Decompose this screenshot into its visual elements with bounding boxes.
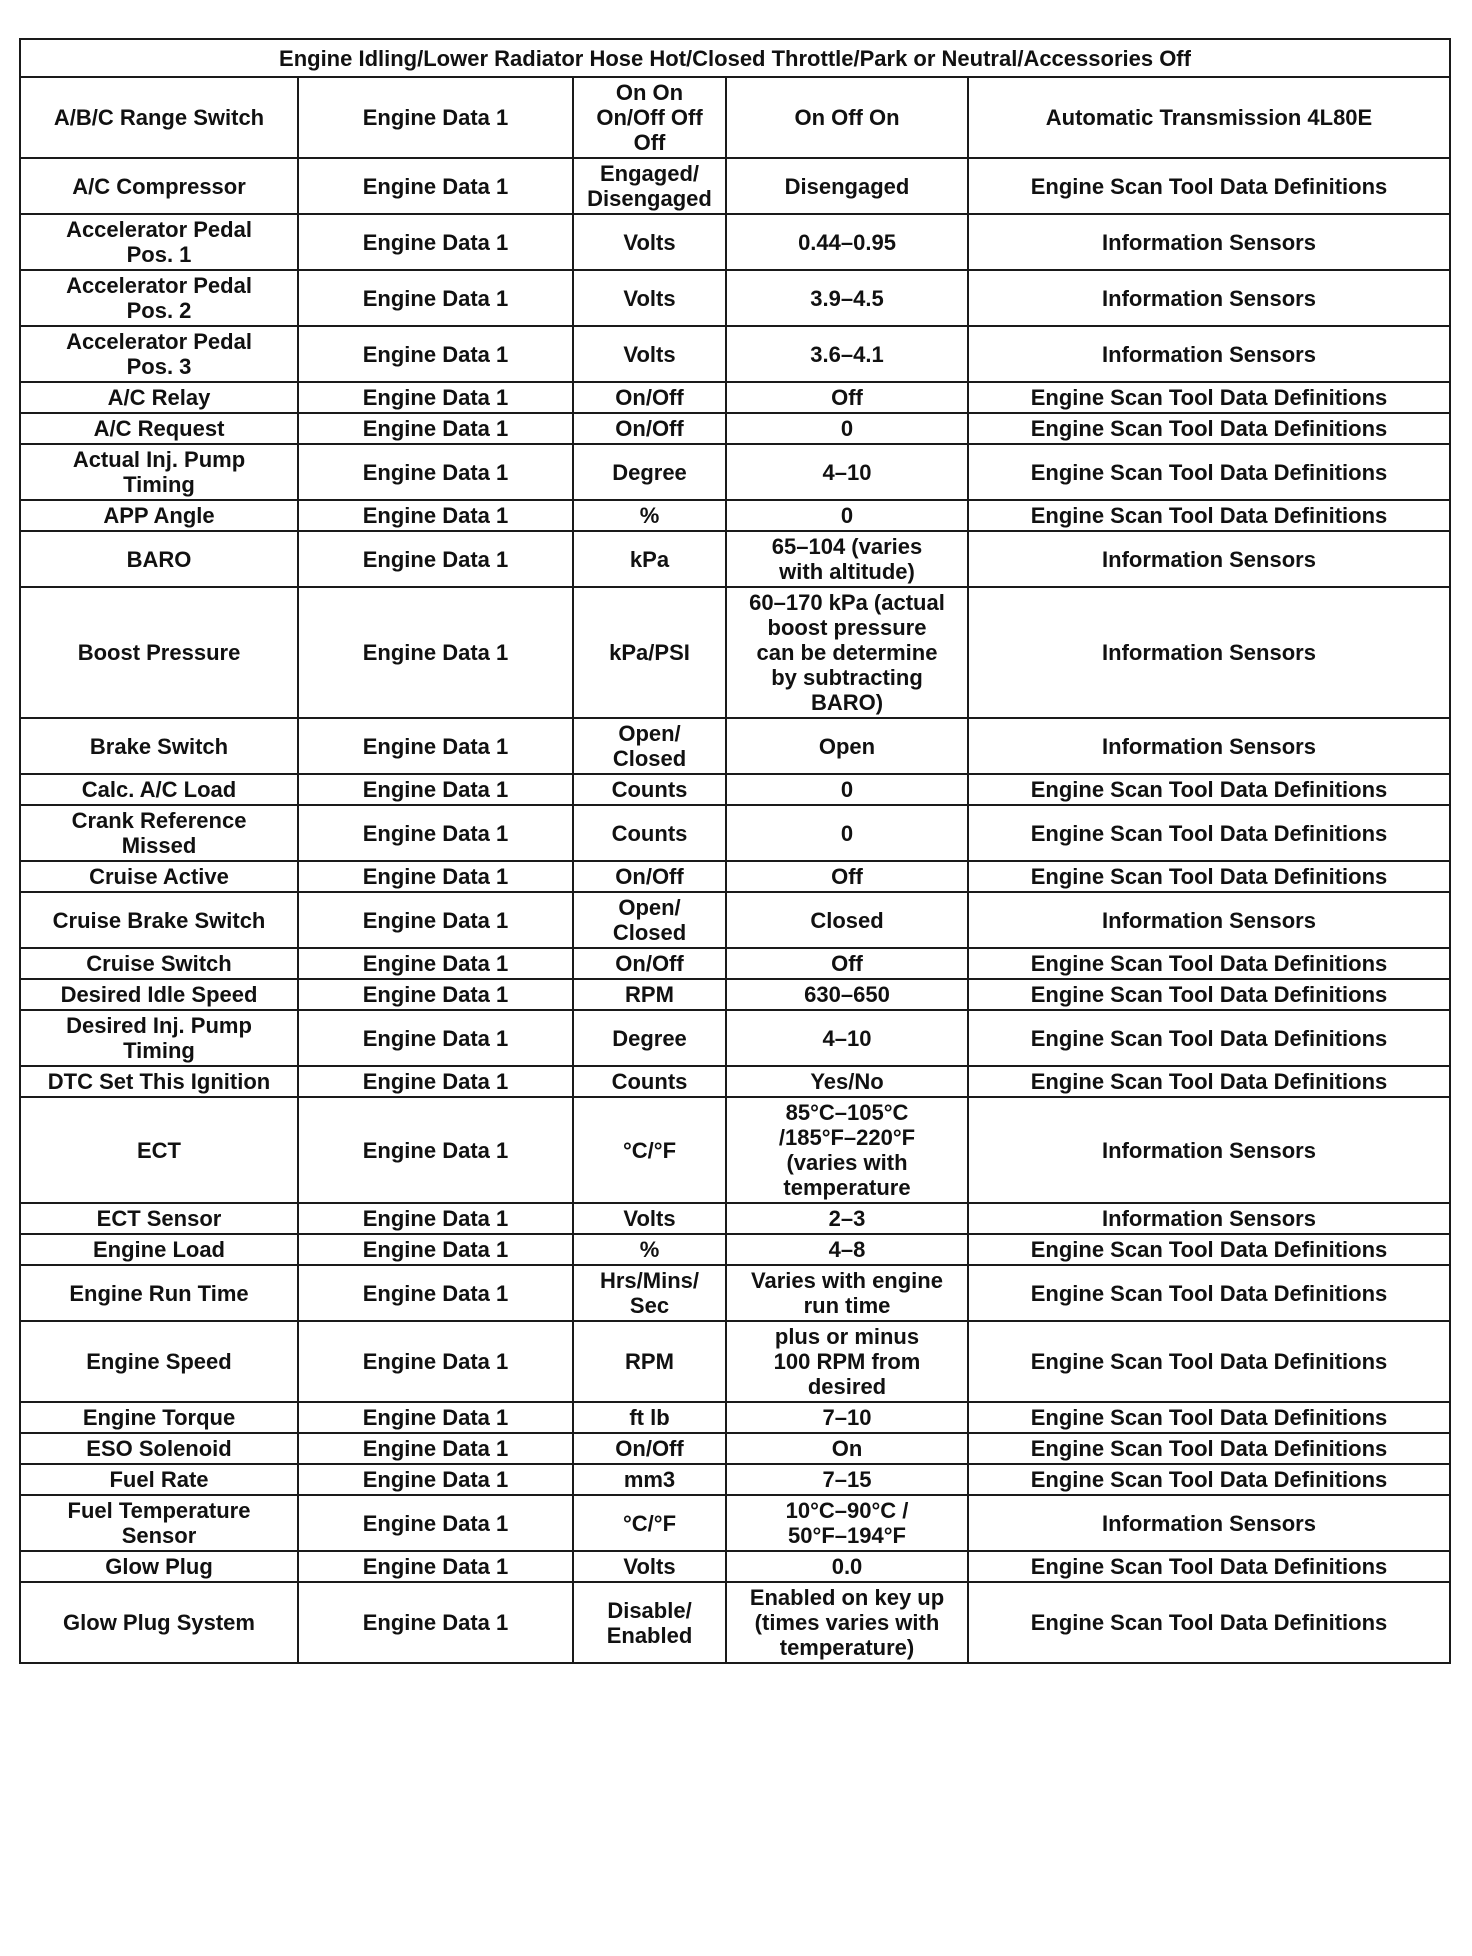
- units-cell: Counts: [573, 1066, 726, 1097]
- parameter-name-cell: Glow Plug System: [20, 1582, 298, 1663]
- typical-value-cell: On: [726, 1433, 968, 1464]
- units-cell: Counts: [573, 774, 726, 805]
- table-row: [20, 1551, 1450, 1582]
- data-list-cell: Engine Data 1: [298, 1321, 573, 1402]
- table-row: [20, 1402, 1450, 1433]
- units-cell: On/Off: [573, 413, 726, 444]
- table-row: [20, 1265, 1450, 1321]
- refer-to-cell: Engine Scan Tool Data Definitions: [968, 413, 1450, 444]
- typical-value-cell: 0: [726, 500, 968, 531]
- data-list-cell: Engine Data 1: [298, 214, 573, 270]
- parameter-name-cell: Actual Inj. Pump Timing: [20, 444, 298, 500]
- refer-to-cell: Engine Scan Tool Data Definitions: [968, 1551, 1450, 1582]
- refer-to-cell: Engine Scan Tool Data Definitions: [968, 1321, 1450, 1402]
- units-cell: ft lb: [573, 1402, 726, 1433]
- parameter-name-cell: ESO Solenoid: [20, 1433, 298, 1464]
- units-cell: kPa/PSI: [573, 587, 726, 718]
- table-row: [20, 861, 1450, 892]
- units-cell: On On On/Off Off Off: [573, 77, 726, 158]
- data-list-cell: Engine Data 1: [298, 1234, 573, 1265]
- units-cell: Volts: [573, 326, 726, 382]
- table-row: [20, 718, 1450, 774]
- typical-value-cell: Yes/No: [726, 1066, 968, 1097]
- units-cell: kPa: [573, 531, 726, 587]
- table-row: [20, 774, 1450, 805]
- typical-value-cell: 2–3: [726, 1203, 968, 1234]
- typical-value-cell: 0.44–0.95: [726, 214, 968, 270]
- units-cell: %: [573, 500, 726, 531]
- refer-to-cell: Information Sensors: [968, 1495, 1450, 1551]
- units-cell: Open/ Closed: [573, 718, 726, 774]
- units-cell: Volts: [573, 214, 726, 270]
- units-cell: RPM: [573, 979, 726, 1010]
- table-row: [20, 500, 1450, 531]
- parameter-name-cell: Calc. A/C Load: [20, 774, 298, 805]
- typical-value-cell: 4–10: [726, 444, 968, 500]
- units-cell: On/Off: [573, 948, 726, 979]
- data-list-cell: Engine Data 1: [298, 805, 573, 861]
- refer-to-cell: Information Sensors: [968, 270, 1450, 326]
- refer-to-cell: Engine Scan Tool Data Definitions: [968, 1234, 1450, 1265]
- typical-value-cell: plus or minus 100 RPM from desired: [726, 1321, 968, 1402]
- parameter-name-cell: Accelerator Pedal Pos. 3: [20, 326, 298, 382]
- data-list-cell: Engine Data 1: [298, 1203, 573, 1234]
- table-row: [20, 1464, 1450, 1495]
- refer-to-cell: Engine Scan Tool Data Definitions: [968, 158, 1450, 214]
- table-row: [20, 1582, 1450, 1663]
- typical-value-cell: Off: [726, 382, 968, 413]
- table-row: [20, 158, 1450, 214]
- refer-to-cell: Engine Scan Tool Data Definitions: [968, 500, 1450, 531]
- table-row: [20, 1203, 1450, 1234]
- units-cell: RPM: [573, 1321, 726, 1402]
- units-cell: On/Off: [573, 861, 726, 892]
- units-cell: Volts: [573, 270, 726, 326]
- parameter-name-cell: A/C Request: [20, 413, 298, 444]
- data-list-cell: Engine Data 1: [298, 1010, 573, 1066]
- parameter-name-cell: DTC Set This Ignition: [20, 1066, 298, 1097]
- units-cell: °C/°F: [573, 1097, 726, 1203]
- typical-value-cell: 3.6–4.1: [726, 326, 968, 382]
- parameter-name-cell: Fuel Rate: [20, 1464, 298, 1495]
- refer-to-cell: Engine Scan Tool Data Definitions: [968, 979, 1450, 1010]
- parameter-name-cell: A/C Relay: [20, 382, 298, 413]
- table-row: [20, 1433, 1450, 1464]
- table-row: [20, 1495, 1450, 1551]
- refer-to-cell: Engine Scan Tool Data Definitions: [968, 805, 1450, 861]
- table-row: [20, 382, 1450, 413]
- parameter-name-cell: A/B/C Range Switch: [20, 77, 298, 158]
- typical-value-cell: 0: [726, 413, 968, 444]
- units-cell: mm3: [573, 1464, 726, 1495]
- typical-value-cell: 60–170 kPa (actual boost pressure can be determine by subtracting BARO): [726, 587, 968, 718]
- units-cell: On/Off: [573, 1433, 726, 1464]
- refer-to-cell: Engine Scan Tool Data Definitions: [968, 1464, 1450, 1495]
- typical-value-cell: 7–15: [726, 1464, 968, 1495]
- parameter-name-cell: Accelerator Pedal Pos. 1: [20, 214, 298, 270]
- refer-to-cell: Information Sensors: [968, 1203, 1450, 1234]
- table-row: [20, 948, 1450, 979]
- parameter-name-cell: Accelerator Pedal Pos. 2: [20, 270, 298, 326]
- data-list-cell: Engine Data 1: [298, 979, 573, 1010]
- table-row: [20, 1010, 1450, 1066]
- data-list-cell: Engine Data 1: [298, 270, 573, 326]
- parameter-name-cell: ECT: [20, 1097, 298, 1203]
- data-list-cell: Engine Data 1: [298, 158, 573, 214]
- parameter-name-cell: A/C Compressor: [20, 158, 298, 214]
- data-list-cell: Engine Data 1: [298, 948, 573, 979]
- data-list-cell: Engine Data 1: [298, 1551, 573, 1582]
- data-list-cell: Engine Data 1: [298, 413, 573, 444]
- refer-to-cell: Information Sensors: [968, 214, 1450, 270]
- refer-to-cell: Engine Scan Tool Data Definitions: [968, 1010, 1450, 1066]
- data-list-cell: Engine Data 1: [298, 1495, 573, 1551]
- typical-value-cell: 0: [726, 805, 968, 861]
- data-list-cell: Engine Data 1: [298, 1464, 573, 1495]
- document-page: [19, 38, 1449, 1664]
- refer-to-cell: Information Sensors: [968, 718, 1450, 774]
- table-row: [20, 587, 1450, 718]
- parameter-name-cell: APP Angle: [20, 500, 298, 531]
- data-list-cell: Engine Data 1: [298, 444, 573, 500]
- parameter-name-cell: Desired Inj. Pump Timing: [20, 1010, 298, 1066]
- data-list-cell: Engine Data 1: [298, 1265, 573, 1321]
- refer-to-cell: Information Sensors: [968, 1097, 1450, 1203]
- typical-value-cell: 0.0: [726, 1551, 968, 1582]
- table-title-row: [20, 39, 1450, 77]
- units-cell: Open/ Closed: [573, 892, 726, 948]
- refer-to-cell: Information Sensors: [968, 587, 1450, 718]
- data-list-cell: Engine Data 1: [298, 892, 573, 948]
- units-cell: Volts: [573, 1551, 726, 1582]
- data-list-cell: Engine Data 1: [298, 382, 573, 413]
- refer-to-cell: Engine Scan Tool Data Definitions: [968, 1066, 1450, 1097]
- parameter-name-cell: Boost Pressure: [20, 587, 298, 718]
- typical-value-cell: Off: [726, 948, 968, 979]
- typical-value-cell: Enabled on key up (times varies with temperature): [726, 1582, 968, 1663]
- parameter-name-cell: Engine Speed: [20, 1321, 298, 1402]
- data-list-cell: Engine Data 1: [298, 326, 573, 382]
- data-list-cell: Engine Data 1: [298, 718, 573, 774]
- typical-value-cell: 65–104 (varies with altitude): [726, 531, 968, 587]
- parameter-name-cell: Engine Run Time: [20, 1265, 298, 1321]
- typical-value-cell: 10°C–90°C / 50°F–194°F: [726, 1495, 968, 1551]
- typical-value-cell: Varies with engine run time: [726, 1265, 968, 1321]
- refer-to-cell: Information Sensors: [968, 326, 1450, 382]
- units-cell: %: [573, 1234, 726, 1265]
- data-list-cell: Engine Data 1: [298, 531, 573, 587]
- units-cell: Degree: [573, 1010, 726, 1066]
- table-row: [20, 979, 1450, 1010]
- parameter-name-cell: Cruise Brake Switch: [20, 892, 298, 948]
- data-list-cell: Engine Data 1: [298, 1433, 573, 1464]
- data-list-cell: Engine Data 1: [298, 1097, 573, 1203]
- typical-value-cell: Closed: [726, 892, 968, 948]
- typical-value-cell: 3.9–4.5: [726, 270, 968, 326]
- units-cell: °C/°F: [573, 1495, 726, 1551]
- typical-value-cell: 0: [726, 774, 968, 805]
- table-row: [20, 444, 1450, 500]
- refer-to-cell: Engine Scan Tool Data Definitions: [968, 382, 1450, 413]
- typical-value-cell: 4–8: [726, 1234, 968, 1265]
- scan-tool-data-table: [19, 38, 1451, 1664]
- table-row: [20, 531, 1450, 587]
- typical-value-cell: Open: [726, 718, 968, 774]
- table-row: [20, 805, 1450, 861]
- parameter-name-cell: Cruise Switch: [20, 948, 298, 979]
- refer-to-cell: Engine Scan Tool Data Definitions: [968, 861, 1450, 892]
- data-list-cell: Engine Data 1: [298, 77, 573, 158]
- table-title: Engine Idling/Lower Radiator Hose Hot/Closed Throttle/Park or Neutral/Accessories Off: [20, 39, 1450, 77]
- units-cell: Engaged/ Disengaged: [573, 158, 726, 214]
- table-row: [20, 270, 1450, 326]
- typical-value-cell: 85°C–105°C /185°F–220°F (varies with temperature: [726, 1097, 968, 1203]
- data-list-cell: Engine Data 1: [298, 500, 573, 531]
- table-row: [20, 1234, 1450, 1265]
- refer-to-cell: Automatic Transmission 4L80E: [968, 77, 1450, 158]
- table-row: [20, 1097, 1450, 1203]
- data-list-cell: Engine Data 1: [298, 774, 573, 805]
- table-row: [20, 413, 1450, 444]
- parameter-name-cell: BARO: [20, 531, 298, 587]
- units-cell: Counts: [573, 805, 726, 861]
- data-list-cell: Engine Data 1: [298, 1582, 573, 1663]
- data-list-cell: Engine Data 1: [298, 1066, 573, 1097]
- data-list-cell: Engine Data 1: [298, 1402, 573, 1433]
- parameter-name-cell: Brake Switch: [20, 718, 298, 774]
- data-list-cell: Engine Data 1: [298, 861, 573, 892]
- refer-to-cell: Information Sensors: [968, 531, 1450, 587]
- table-row: [20, 326, 1450, 382]
- typical-value-cell: Off: [726, 861, 968, 892]
- refer-to-cell: Information Sensors: [968, 892, 1450, 948]
- table-row: [20, 1321, 1450, 1402]
- parameter-name-cell: ECT Sensor: [20, 1203, 298, 1234]
- parameter-name-cell: Engine Load: [20, 1234, 298, 1265]
- units-cell: Disable/ Enabled: [573, 1582, 726, 1663]
- table-row: [20, 892, 1450, 948]
- refer-to-cell: Engine Scan Tool Data Definitions: [968, 948, 1450, 979]
- units-cell: On/Off: [573, 382, 726, 413]
- typical-value-cell: Disengaged: [726, 158, 968, 214]
- typical-value-cell: 4–10: [726, 1010, 968, 1066]
- parameter-name-cell: Fuel Temperature Sensor: [20, 1495, 298, 1551]
- refer-to-cell: Engine Scan Tool Data Definitions: [968, 1433, 1450, 1464]
- refer-to-cell: Engine Scan Tool Data Definitions: [968, 774, 1450, 805]
- parameter-name-cell: Cruise Active: [20, 861, 298, 892]
- typical-value-cell: On Off On: [726, 77, 968, 158]
- parameter-name-cell: Desired Idle Speed: [20, 979, 298, 1010]
- typical-value-cell: 7–10: [726, 1402, 968, 1433]
- typical-value-cell: 630–650: [726, 979, 968, 1010]
- refer-to-cell: Engine Scan Tool Data Definitions: [968, 1402, 1450, 1433]
- data-list-cell: Engine Data 1: [298, 587, 573, 718]
- parameter-name-cell: Crank Reference Missed: [20, 805, 298, 861]
- parameter-name-cell: Engine Torque: [20, 1402, 298, 1433]
- units-cell: Hrs/Mins/ Sec: [573, 1265, 726, 1321]
- units-cell: Degree: [573, 444, 726, 500]
- table-row: [20, 77, 1450, 158]
- refer-to-cell: Engine Scan Tool Data Definitions: [968, 444, 1450, 500]
- units-cell: Volts: [573, 1203, 726, 1234]
- refer-to-cell: Engine Scan Tool Data Definitions: [968, 1582, 1450, 1663]
- table-row: [20, 1066, 1450, 1097]
- refer-to-cell: Engine Scan Tool Data Definitions: [968, 1265, 1450, 1321]
- table-row: [20, 214, 1450, 270]
- parameter-name-cell: Glow Plug: [20, 1551, 298, 1582]
